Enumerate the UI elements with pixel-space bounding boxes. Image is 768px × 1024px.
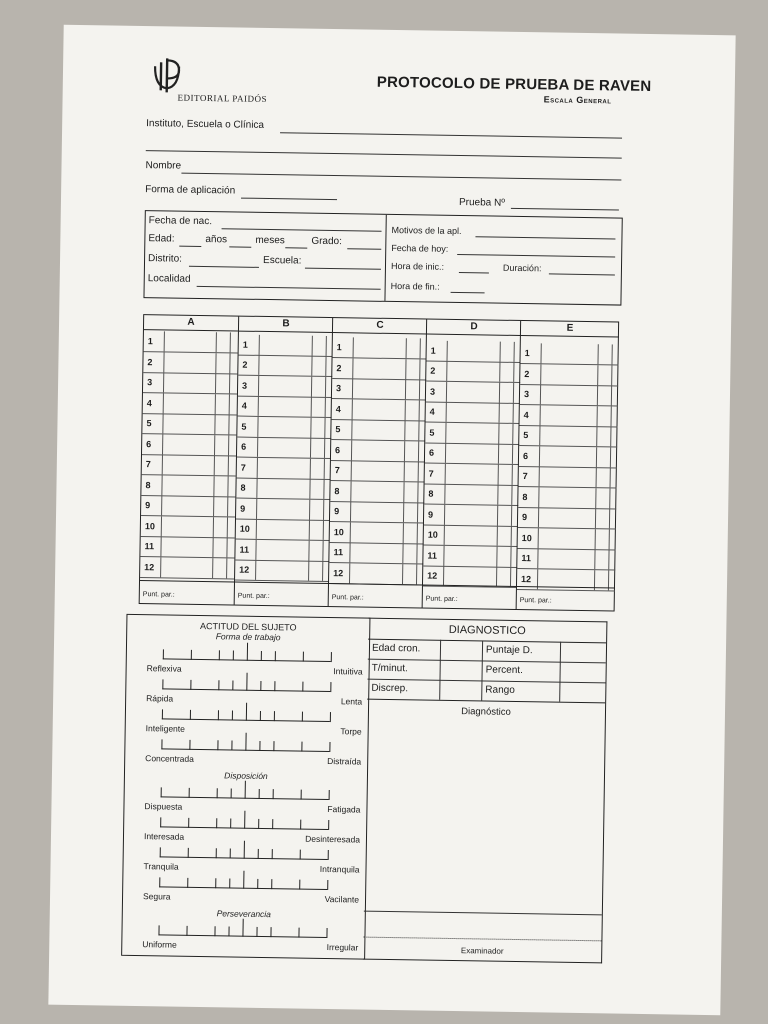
scale-left-label: Inteligente xyxy=(145,723,186,734)
column-e xyxy=(516,321,620,611)
score-row-b-9[interactable] xyxy=(236,498,330,520)
publisher-name: EDITORIAL PAIDÓS xyxy=(177,92,268,104)
item-number: 4 xyxy=(335,403,341,414)
score-row-e-7[interactable] xyxy=(519,466,617,489)
scale-left-label: Segura xyxy=(142,891,171,902)
score-row-e-10[interactable] xyxy=(518,527,616,550)
score-row-c-4[interactable] xyxy=(332,399,426,421)
localidad-field[interactable] xyxy=(197,286,381,290)
column-a xyxy=(140,315,239,604)
item-number: 12 xyxy=(521,573,532,584)
scale-right-label: Desinteresada xyxy=(305,833,361,845)
score-row-b-1[interactable] xyxy=(239,334,333,356)
score-row-e-5[interactable] xyxy=(519,425,617,448)
attitude-scale-8[interactable] xyxy=(159,873,327,890)
score-row-b-10[interactable] xyxy=(236,519,330,541)
score-row-d-8[interactable] xyxy=(424,484,518,506)
item-number: 10 xyxy=(427,529,438,540)
puntaje-d-label: Puntaje D. xyxy=(485,644,533,657)
item-number: 2 xyxy=(524,368,530,379)
fecha-nac-field[interactable] xyxy=(222,228,382,232)
item-number: 7 xyxy=(240,462,246,473)
scale-right-label: Distraída xyxy=(327,756,362,767)
item-number: 8 xyxy=(428,488,434,499)
item-number: 11 xyxy=(333,547,344,558)
grado-field[interactable] xyxy=(347,248,381,250)
item-number: 10 xyxy=(144,520,155,531)
item-number: 7 xyxy=(522,471,528,482)
attitude-scale-7[interactable] xyxy=(160,843,328,860)
item-number: 7 xyxy=(428,468,434,479)
item-number: 12 xyxy=(427,570,438,581)
edad-anos-field[interactable] xyxy=(179,246,201,247)
score-row-a-1[interactable] xyxy=(144,331,238,353)
item-number: 5 xyxy=(523,430,529,441)
item-number: 6 xyxy=(146,438,152,449)
scale-right-label: Lenta xyxy=(340,696,363,707)
discrep-label: Discrep. xyxy=(371,682,409,695)
fecha-nac-label: Fecha de nac. xyxy=(148,215,213,228)
item-number: 1 xyxy=(524,348,530,359)
item-number: 1 xyxy=(242,339,248,350)
escuela-field[interactable] xyxy=(305,268,381,270)
grado-label: Grado: xyxy=(311,235,343,248)
score-row-c-2[interactable] xyxy=(332,358,426,380)
score-row-c-9[interactable] xyxy=(330,501,424,523)
score-row-b-8[interactable] xyxy=(236,478,330,500)
item-number: 2 xyxy=(430,365,436,376)
score-row-e-1[interactable] xyxy=(520,343,618,366)
scale-right-label: Vacilante xyxy=(324,893,360,905)
scale-right-label: Intuitiva xyxy=(333,666,363,677)
item-number: 2 xyxy=(336,362,342,373)
duracion-label: Duración: xyxy=(502,262,542,274)
score-row-d-4[interactable] xyxy=(426,402,520,424)
examinador-signature-line[interactable] xyxy=(363,937,601,942)
score-row-c-12[interactable] xyxy=(329,563,423,585)
forma-aplicacion-field[interactable] xyxy=(241,198,337,201)
score-row-c-11[interactable] xyxy=(329,542,423,564)
score-row-e-3[interactable] xyxy=(520,384,618,407)
diagnostico-notes-area[interactable] xyxy=(364,719,605,913)
score-row-d-1[interactable] xyxy=(427,340,521,362)
item-number: 3 xyxy=(429,386,436,397)
scale-left-label: Interesada xyxy=(143,831,185,842)
column-b xyxy=(234,317,334,606)
motivos-label: Motivos de la apl. xyxy=(391,224,462,237)
score-row-b-2[interactable] xyxy=(238,355,332,377)
actitud-section xyxy=(121,614,370,960)
scale-left-label: Concentrada xyxy=(145,753,194,764)
hora-fin-label: Hora de fin.: xyxy=(390,280,440,292)
column-header-c: C xyxy=(333,318,427,334)
attitude-scale-5[interactable] xyxy=(161,783,329,800)
score-row-b-3[interactable] xyxy=(238,375,332,397)
instituto-field[interactable] xyxy=(280,132,622,138)
punt-par-label: Punt. par.: xyxy=(237,592,270,601)
scale-left-label: Reflexiva xyxy=(146,663,182,674)
attitude-scale-1[interactable] xyxy=(163,645,331,662)
score-row-d-6[interactable] xyxy=(425,443,519,465)
localidad-label: Localidad xyxy=(147,273,191,285)
score-row-b-6[interactable] xyxy=(237,437,331,459)
rango-label: Rango xyxy=(485,684,515,696)
item-number: 10 xyxy=(239,523,250,534)
item-number: 11 xyxy=(521,553,532,564)
item-number: 12 xyxy=(144,561,155,572)
score-row-a-6[interactable] xyxy=(142,434,236,456)
scale-right-label: Intranquila xyxy=(319,863,360,875)
item-number: 6 xyxy=(428,447,435,458)
score-row-a-3[interactable] xyxy=(143,372,237,394)
item-number: 9 xyxy=(334,506,340,517)
item-number: 7 xyxy=(145,459,151,470)
score-row-b-12[interactable] xyxy=(235,560,329,582)
examinador-label: Examinador xyxy=(460,946,504,956)
column-header-e: E xyxy=(521,321,619,338)
diagnostico-section xyxy=(363,618,607,964)
item-number: 12 xyxy=(239,564,250,575)
score-row-d-3[interactable] xyxy=(426,381,520,403)
item-number: 12 xyxy=(333,567,344,578)
item-number: 3 xyxy=(335,383,342,394)
item-number: 8 xyxy=(240,482,246,493)
score-row-d-11[interactable] xyxy=(423,545,517,567)
item-number: 1 xyxy=(430,345,436,356)
attitude-scale-9[interactable] xyxy=(158,921,326,938)
fecha-hoy-label: Fecha de hoy: xyxy=(391,242,449,254)
score-row-c-1[interactable] xyxy=(333,337,427,359)
score-row-a-5[interactable] xyxy=(142,413,236,435)
item-number: 8 xyxy=(145,479,151,490)
score-row-a-2[interactable] xyxy=(143,352,237,374)
score-row-d-9[interactable] xyxy=(424,504,518,526)
scale-left-label: Uniforme xyxy=(142,939,177,950)
nombre-field[interactable] xyxy=(181,173,621,181)
score-row-e-4[interactable] xyxy=(520,404,618,427)
score-row-c-10[interactable] xyxy=(330,522,424,544)
item-number: 5 xyxy=(241,421,247,432)
scale-right-label: Fatigada xyxy=(327,804,361,815)
punt-par-label: Punt. par.: xyxy=(142,591,175,599)
score-row-e-2[interactable] xyxy=(520,363,618,386)
item-number: 11 xyxy=(144,541,155,552)
scale-right-label: Irregular xyxy=(326,942,359,953)
column-header-a: A xyxy=(144,315,238,331)
item-number: 5 xyxy=(429,427,435,438)
score-row-c-5[interactable] xyxy=(331,419,425,441)
fecha-hoy-field[interactable] xyxy=(457,254,615,257)
actitud-title: ACTITUD DEL SUJETO xyxy=(199,620,297,633)
meses-field[interactable] xyxy=(285,247,307,248)
prueba-field[interactable] xyxy=(511,208,619,211)
edad-cron-label: Edad cron. xyxy=(371,642,421,655)
edad-label: Edad: xyxy=(148,233,175,245)
attitude-scale-6[interactable] xyxy=(160,813,328,830)
score-row-c-7[interactable] xyxy=(331,460,425,482)
instituto-label: Instituto, Escuela o Clínica xyxy=(146,118,265,131)
paidos-logo-icon xyxy=(147,56,188,97)
score-row-d-5[interactable] xyxy=(425,422,519,444)
anos-label: años xyxy=(205,234,228,246)
score-row-a-4[interactable] xyxy=(143,393,237,415)
info-box xyxy=(143,210,622,305)
nombre-label: Nombre xyxy=(145,160,182,172)
item-number: 4 xyxy=(523,409,529,420)
prueba-label: Prueba Nº xyxy=(458,197,505,209)
item-number: 4 xyxy=(241,400,247,411)
item-number: 3 xyxy=(523,389,530,400)
item-number: 1 xyxy=(336,342,342,353)
hora-fin-field[interactable] xyxy=(451,292,485,294)
item-number: 3 xyxy=(242,380,248,391)
item-number: 2 xyxy=(147,356,153,367)
score-row-e-9[interactable] xyxy=(518,507,616,530)
punt-par-label: Punt. par.: xyxy=(519,597,552,605)
score-row-b-4[interactable] xyxy=(238,396,332,418)
score-row-a-7[interactable] xyxy=(142,454,236,476)
form-paper xyxy=(48,25,735,1015)
column-d xyxy=(422,320,522,609)
item-number: 6 xyxy=(522,450,529,461)
item-number: 11 xyxy=(239,544,250,555)
punt-par-label: Punt. par.: xyxy=(425,595,458,604)
score-row-c-8[interactable] xyxy=(330,481,424,503)
item-number: 8 xyxy=(334,485,340,496)
scale-left-label: Dispuesta xyxy=(144,801,183,812)
scale-left-label: Tranquila xyxy=(143,861,179,872)
item-number: 11 xyxy=(427,550,438,561)
item-number: 2 xyxy=(242,359,248,370)
attitude-scale-4[interactable] xyxy=(161,735,329,752)
form-title: PROTOCOLO DE PRUEBA DE RAVEN xyxy=(376,73,652,96)
score-row-a-11[interactable] xyxy=(140,536,234,558)
hora-inic-label: Hora de inic.: xyxy=(390,260,445,272)
score-row-a-8[interactable] xyxy=(141,475,235,497)
forma-aplicacion-label: Forma de aplicación xyxy=(145,184,236,197)
duracion-field[interactable] xyxy=(549,273,615,275)
diagnostico-label: Diagnóstico xyxy=(461,706,511,718)
perseverancia-label: Perseverancia xyxy=(216,908,272,920)
column-header-d: D xyxy=(427,320,521,336)
score-row-e-6[interactable] xyxy=(519,445,617,468)
attitude-scale-2[interactable] xyxy=(162,675,330,692)
hora-inic-field[interactable] xyxy=(459,272,489,273)
score-row-e-8[interactable] xyxy=(518,486,616,509)
form-subtitle: Escala General xyxy=(543,94,612,106)
item-number: 7 xyxy=(334,465,340,476)
punt-par-label: Punt. par.: xyxy=(331,594,364,602)
item-number: 9 xyxy=(428,509,434,520)
score-row-c-6[interactable] xyxy=(331,440,425,462)
score-table xyxy=(139,314,619,611)
edad-meses-field[interactable] xyxy=(229,246,251,247)
item-number: 1 xyxy=(147,336,153,347)
item-number: 9 xyxy=(145,500,151,511)
item-number: 8 xyxy=(522,491,528,502)
motivos-field[interactable] xyxy=(475,236,615,239)
score-row-a-10[interactable] xyxy=(141,516,235,538)
diagnostico-grid xyxy=(367,639,606,704)
item-number: 6 xyxy=(335,444,341,455)
score-row-e-11[interactable] xyxy=(517,548,615,571)
item-number: 6 xyxy=(241,441,247,452)
escuela-label: Escuela: xyxy=(262,254,302,267)
attitude-scale-3[interactable] xyxy=(162,705,330,722)
item-number: 4 xyxy=(429,406,435,417)
disposicion-label: Disposición xyxy=(224,770,268,782)
item-number: 5 xyxy=(146,418,152,429)
score-row-b-5[interactable] xyxy=(237,416,331,438)
score-row-c-3[interactable] xyxy=(332,378,426,400)
forma-trabajo-label: Forma de trabajo xyxy=(215,631,281,643)
scale-right-label: Torpe xyxy=(340,726,362,737)
distrito-field[interactable] xyxy=(189,266,259,268)
score-row-d-2[interactable] xyxy=(426,361,520,383)
score-row-d-7[interactable] xyxy=(425,463,519,485)
score-row-d-10[interactable] xyxy=(424,525,518,547)
item-number: 5 xyxy=(335,424,341,435)
item-number: 10 xyxy=(333,526,344,537)
column-c xyxy=(328,318,428,607)
item-number: 3 xyxy=(147,377,153,388)
distrito-label: Distrito: xyxy=(147,253,183,265)
meses-label: meses xyxy=(255,234,285,247)
percent-label: Percent. xyxy=(485,664,523,677)
item-number: 10 xyxy=(521,532,532,543)
score-row-a-9[interactable] xyxy=(141,495,235,517)
instituto-field-line2[interactable] xyxy=(146,150,622,158)
item-number: 4 xyxy=(146,397,152,408)
scale-left-label: Rápida xyxy=(146,693,174,704)
item-number: 9 xyxy=(240,503,246,514)
column-header-b: B xyxy=(239,317,333,333)
diagnostico-title: DIAGNOSTICO xyxy=(368,619,606,644)
score-row-b-11[interactable] xyxy=(235,539,329,561)
item-number: 9 xyxy=(521,512,528,523)
score-row-b-7[interactable] xyxy=(237,457,331,479)
t-minut-label: T/minut. xyxy=(371,662,408,675)
score-row-a-12[interactable] xyxy=(140,557,234,579)
